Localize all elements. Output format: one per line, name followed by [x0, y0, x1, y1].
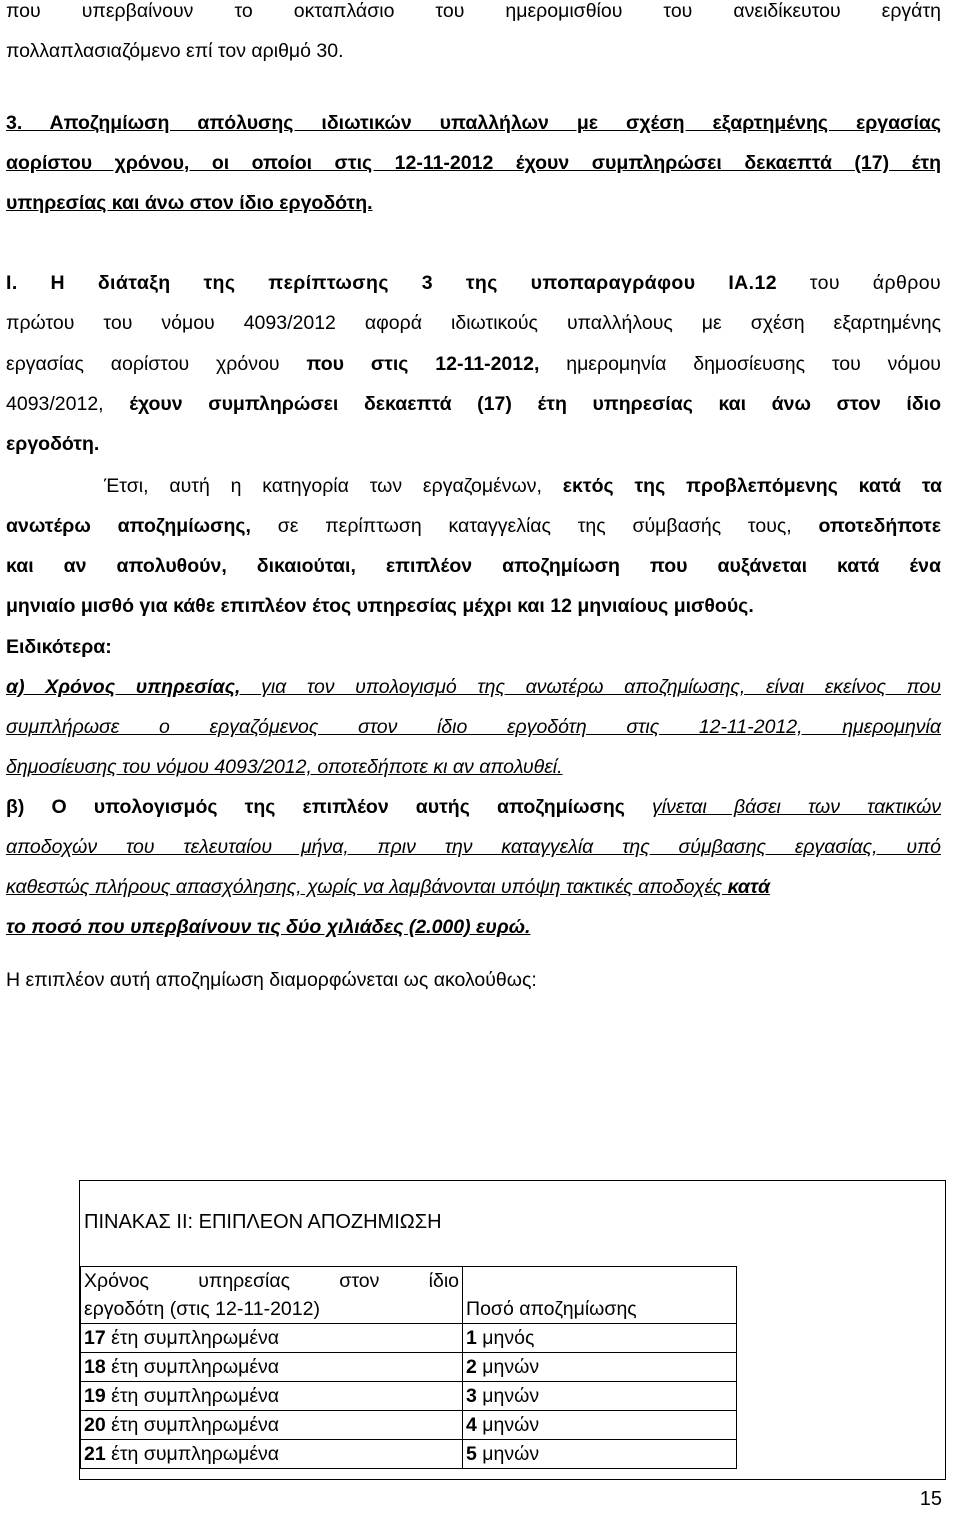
part-i-l3-a: εργασίας αορίστου χρόνου — [6, 353, 307, 375]
amount-number: 2 — [466, 1356, 477, 1378]
specifically-label: Ειδικότερα: — [6, 636, 112, 658]
part-i-l4-a: 4093/2012, — [6, 393, 130, 415]
part-i-l3-b: που στις 12-11-2012, — [306, 353, 540, 375]
amount-text: μηνών — [476, 1385, 540, 1407]
closing-line: Η επιπλέον αυτή αποζημίωση διαμορφώνεται ως ακολούθως: — [6, 969, 537, 991]
amount-text: μηνών — [476, 1443, 540, 1465]
intro-line-1: που υπερβαίνουν το οκταπλάσιο του ημερομισθίου του ανειδίκευτου εργάτη — [6, 0, 941, 22]
table-header-years — [81, 1267, 463, 1324]
part-i-line-4 — [6, 393, 941, 416]
amount-cell — [463, 1411, 737, 1440]
amount-text: μηνών — [476, 1356, 540, 1378]
part-i-line-3 — [6, 353, 941, 376]
table-title: ΠΙΝΑΚΑΣ ΙΙ: ΕΠΙΠΛΕΟΝ ΑΠΟΖΗΜΙΩΣΗ — [84, 1211, 442, 1233]
part-i-line-2: πρώτου του νόμου 4093/2012 αφορά ιδιωτικούς υπαλλήλους με σχέση εξαρτημένης — [6, 312, 941, 334]
para2-line-4: μηνιαίο μισθό για κάθε επιπλέον έτος υπηρεσίας μέχρι και 12 μηνιαίους μισθούς. — [6, 595, 754, 617]
years-cell — [81, 1324, 463, 1353]
amount-cell — [463, 1382, 737, 1411]
para2-l1-b: εκτός της προβλεπόμενης κατά τα — [562, 475, 942, 497]
years-text: έτη συμπληρωμένα — [105, 1327, 280, 1349]
item-a-line-2: συμπλήρωσε ο εργαζόμενος στον ίδιο εργοδότη στις 12-11-2012, ημερομηνία — [6, 716, 941, 738]
table-row — [81, 1382, 737, 1411]
years-number: 18 — [84, 1356, 106, 1378]
para2-l1-a: Έτσι, αυτή η κατηγορία των εργαζομένων, — [104, 475, 563, 497]
item-a-line-3: δημοσίευσης του νόμου 4093/2012, οποτεδήποτε κι αν απολυθεί. — [6, 756, 563, 778]
amount-number: 1 — [466, 1327, 477, 1349]
amount-number: 3 — [466, 1385, 477, 1407]
part-i-heading: Ι. Η διάταξη της περίπτωσης 3 της υποπαραγράφου ΙΑ.12 — [6, 272, 777, 294]
item-b-line-1 — [6, 796, 941, 819]
item-b-line-2: αποδοχών του τελευταίου μήνα, πριν την καταγγελία της σύμβασης εργασίας, υπό — [6, 836, 941, 858]
item-a-line-1 — [6, 676, 941, 699]
table-row — [81, 1324, 737, 1353]
item-b-line-3 — [6, 876, 941, 899]
compensation-table-box — [79, 1180, 946, 1480]
part-i-line-1 — [6, 272, 941, 295]
table-header-row — [81, 1267, 737, 1324]
part-i-l4-b: έχουν συμπληρώσει δεκαεπτά (17) έτη υπηρεσίας και άνω στον ίδιο — [129, 393, 941, 415]
section-3-line-3: υπηρεσίας και άνω στον ίδιο εργοδότη. — [6, 192, 373, 214]
amount-number: 5 — [466, 1443, 477, 1465]
years-number: 19 — [84, 1385, 106, 1407]
para2-line-3: και αν απολυθούν, δικαιούται, επιπλέον αποζημίωση που αυξάνεται κατά ένα — [6, 555, 941, 577]
item-b-l3-a: καθεστώς πλήρους απασχόλησης, χωρίς να λαμβάνονται υπόψη τακτικές αποδοχές — [6, 876, 728, 898]
years-number: 21 — [84, 1443, 106, 1465]
header-col1-line-2: εργοδότη (στις 12-11-2012) — [84, 1298, 320, 1320]
part-i-l3-c: ημερομηνία δημοσίευσης του νόμου — [539, 353, 941, 375]
table-header-amount: Ποσό αποζημίωσης — [463, 1267, 737, 1324]
item-b-l1-rest: γίνεται βάσει των τακτικών — [652, 796, 942, 818]
years-text: έτη συμπληρωμένα — [105, 1443, 280, 1465]
table-row — [81, 1353, 737, 1382]
years-number: 17 — [84, 1327, 106, 1349]
years-cell — [81, 1440, 463, 1469]
para2-l2-a: ανωτέρω αποζημίωσης, — [6, 515, 251, 537]
compensation-table — [80, 1266, 737, 1469]
header-col1-line-1: Χρόνος υπηρεσίας στον ίδιο — [84, 1270, 459, 1292]
item-b-l3-b: κατά — [727, 876, 771, 898]
para2-line-2 — [6, 515, 941, 538]
years-text: έτη συμπληρωμένα — [105, 1385, 280, 1407]
item-b-line-4: το ποσό που υπερβαίνουν τις δύο χιλιάδες (2.000) ευρώ. — [6, 916, 531, 938]
amount-cell — [463, 1440, 737, 1469]
table-row — [81, 1411, 737, 1440]
amount-text: μηνών — [476, 1414, 540, 1436]
para2-l2-c: οποτεδήποτε — [818, 515, 941, 537]
section-3-line-1: 3. Αποζημίωση απόλυσης ιδιωτικών υπαλλήλων με σχέση εξαρτημένης εργασίας — [6, 112, 941, 134]
part-i-heading-rest: του άρθρου — [776, 272, 942, 294]
years-cell — [81, 1353, 463, 1382]
amount-cell — [463, 1353, 737, 1382]
para2-line-1 — [104, 475, 942, 498]
years-number: 20 — [84, 1414, 106, 1436]
years-cell — [81, 1411, 463, 1440]
item-a-l1-rest: για τον υπολογισμό της ανωτέρω αποζημίωσης, είναι εκείνος που — [240, 676, 941, 698]
table-row — [81, 1440, 737, 1469]
page-number: 15 — [919, 1488, 942, 1510]
years-text: έτη συμπληρωμένα — [105, 1414, 280, 1436]
para2-l2-b: σε περίπτωση καταγγελίας της σύμβασής τους, — [250, 515, 819, 537]
years-cell — [81, 1382, 463, 1411]
part-i-line-5: εργοδότη. — [6, 433, 100, 455]
amount-text: μηνός — [476, 1327, 535, 1349]
section-3-line-2: αορίστου χρόνου, οι οποίοι στις 12-11-2012 έχουν συμπληρώσει δεκαεπτά (17) έτη — [6, 152, 941, 174]
years-text: έτη συμπληρωμένα — [105, 1356, 280, 1378]
item-a-label: α) Χρόνος υπηρεσίας, — [6, 676, 241, 698]
intro-line-2: πολλαπλασιαζόμενο επί τον αριθμό 30. — [6, 40, 344, 62]
amount-number: 4 — [466, 1414, 477, 1436]
item-b-label: β) Ο υπολογισμός της επιπλέον αυτής αποζημίωσης — [6, 796, 625, 818]
amount-cell — [463, 1324, 737, 1353]
